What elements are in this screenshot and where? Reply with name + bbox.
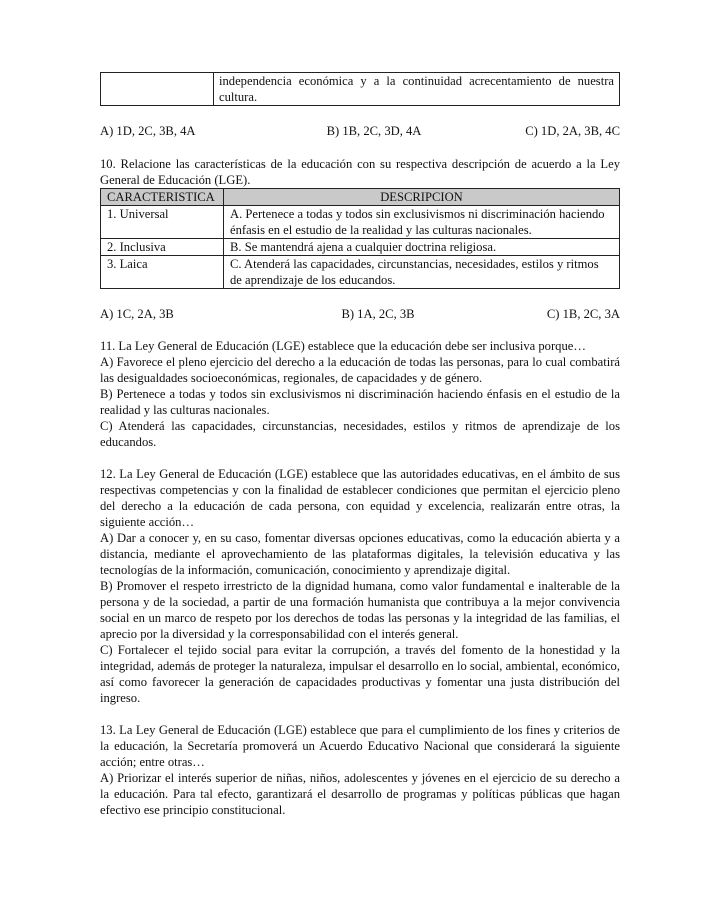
table-cell-left — [101, 73, 214, 106]
table-cell: C. Atenderá las capacidades, circunstancias, necesidades, estilos y ritmos de aprendizaje de los educandos. — [224, 256, 620, 289]
q11-stem: 11. La Ley General de Educación (LGE) establece que la educación debe ser inclusiva porque… — [100, 339, 586, 353]
table-row — [101, 256, 620, 289]
table-cell: 3. Laica — [101, 256, 224, 289]
q13-option-a: A) Priorizar el interés superior de niñas, niños, adolescentes y jóvenes en el ejercicio de su derecho a la educación. Para tal efecto, garantizará el desarrollo de programas y políticas públicas que hagan efectivo ese principio constitucional. — [100, 771, 620, 817]
table-header-row — [101, 189, 620, 206]
q10-stem: 10. Relacione las características de la educación con su respectiva descripción de acuerdo a la Ley General de Educación (LGE). — [100, 157, 620, 187]
q10-option-a: A) 1C, 2A, 3B — [100, 307, 174, 321]
table-cell: 2. Inclusiva — [101, 239, 224, 256]
header-caracteristica: CARACTERISTICA — [101, 189, 224, 206]
document-page — [100, 72, 620, 818]
q9-options — [100, 123, 620, 139]
table-cell-right: independencia económica y a la continuidad acrecentamiento de nuestra cultura. — [214, 73, 620, 106]
table-row — [101, 239, 620, 256]
q10-options — [100, 306, 620, 322]
q9-option-c: C) 1D, 2A, 3B, 4C — [525, 124, 620, 138]
q11-option-c: C) Atenderá las capacidades, circunstancias, necesidades, estilos y ritmos de aprendizaje de los educandos. — [100, 419, 620, 449]
table-cell: 1. Universal — [101, 206, 224, 239]
table-cell: A. Pertenece a todas y todos sin exclusivismos ni discriminación haciendo énfasis en el estudio de la realidad y las culturas nacionales. — [224, 206, 620, 239]
table-row — [101, 73, 620, 106]
q10-option-b: B) 1A, 2C, 3B — [341, 307, 415, 321]
q12-option-a: A) Dar a conocer y, en su caso, fomentar diversas opciones educativas, como la educación abierta y a distancia, mediante el aprovechamiento de las plataformas digitales, la televisión educativa y las tecnologías de la información, comunicación, conocimiento y aprendizaje digital. — [100, 531, 620, 577]
q11-option-b: B) Pertenece a todas y todos sin exclusivismos ni discriminación haciendo énfasis en el estudio de la realidad y las culturas nacionales. — [100, 387, 620, 417]
q12-option-b: B) Promover el respeto irrestricto de la dignidad humana, como valor fundamental e inalterable de la persona y de la sociedad, a partir de una formación humanista que contribuya a la mejor convivencia social en un marco de respeto por los derechos de todas las personas y la integridad de las familias, el aprecio por la diversidad y la corresponsabilidad con el interés general. — [100, 579, 620, 641]
q12-stem: 12. La Ley General de Educación (LGE) establece que las autoridades educativas, en el ámbito de sus respectivas competencias y con la finalidad de establecer condiciones que permitan el ejercicio pleno del derecho a la educación de cada persona, con equidad y excelencia, realizarán entre otras, la siguiente acción… — [100, 467, 620, 529]
table-row — [101, 206, 620, 239]
q13-stem: 13. La Ley General de Educación (LGE) establece que para el cumplimiento de los fines y criterios de la educación, la Secretaría promoverá un Acuerdo Educativo Nacional que considerará la siguiente acción; entre otras… — [100, 723, 620, 769]
table-cell: B. Se mantendrá ajena a cualquier doctrina religiosa. — [224, 239, 620, 256]
q12-option-c: C) Fortalecer el tejido social para evitar la corrupción, a través del fomento de la honestidad y la integridad, además de proteger la naturaleza, impulsar el desarrollo en lo social, ambiental, económico, así como favorecer la generación de capacidades productivas y fomentar una justa distribución del ingreso. — [100, 643, 620, 705]
q9-option-a: A) 1D, 2C, 3B, 4A — [100, 124, 196, 138]
q9-option-b: B) 1B, 2C, 3D, 4A — [326, 124, 422, 138]
q10-table — [100, 188, 620, 289]
q11-option-a: A) Favorece el pleno ejercicio del derecho a la educación de todas las personas, para lo cual combatirá las desigualdades socioeconómicas, regionales, de capacidades y de género. — [100, 355, 620, 385]
continuation-table — [100, 72, 620, 106]
header-descripcion: DESCRIPCION — [224, 189, 620, 206]
q10-option-c: C) 1B, 2C, 3A — [546, 307, 620, 321]
